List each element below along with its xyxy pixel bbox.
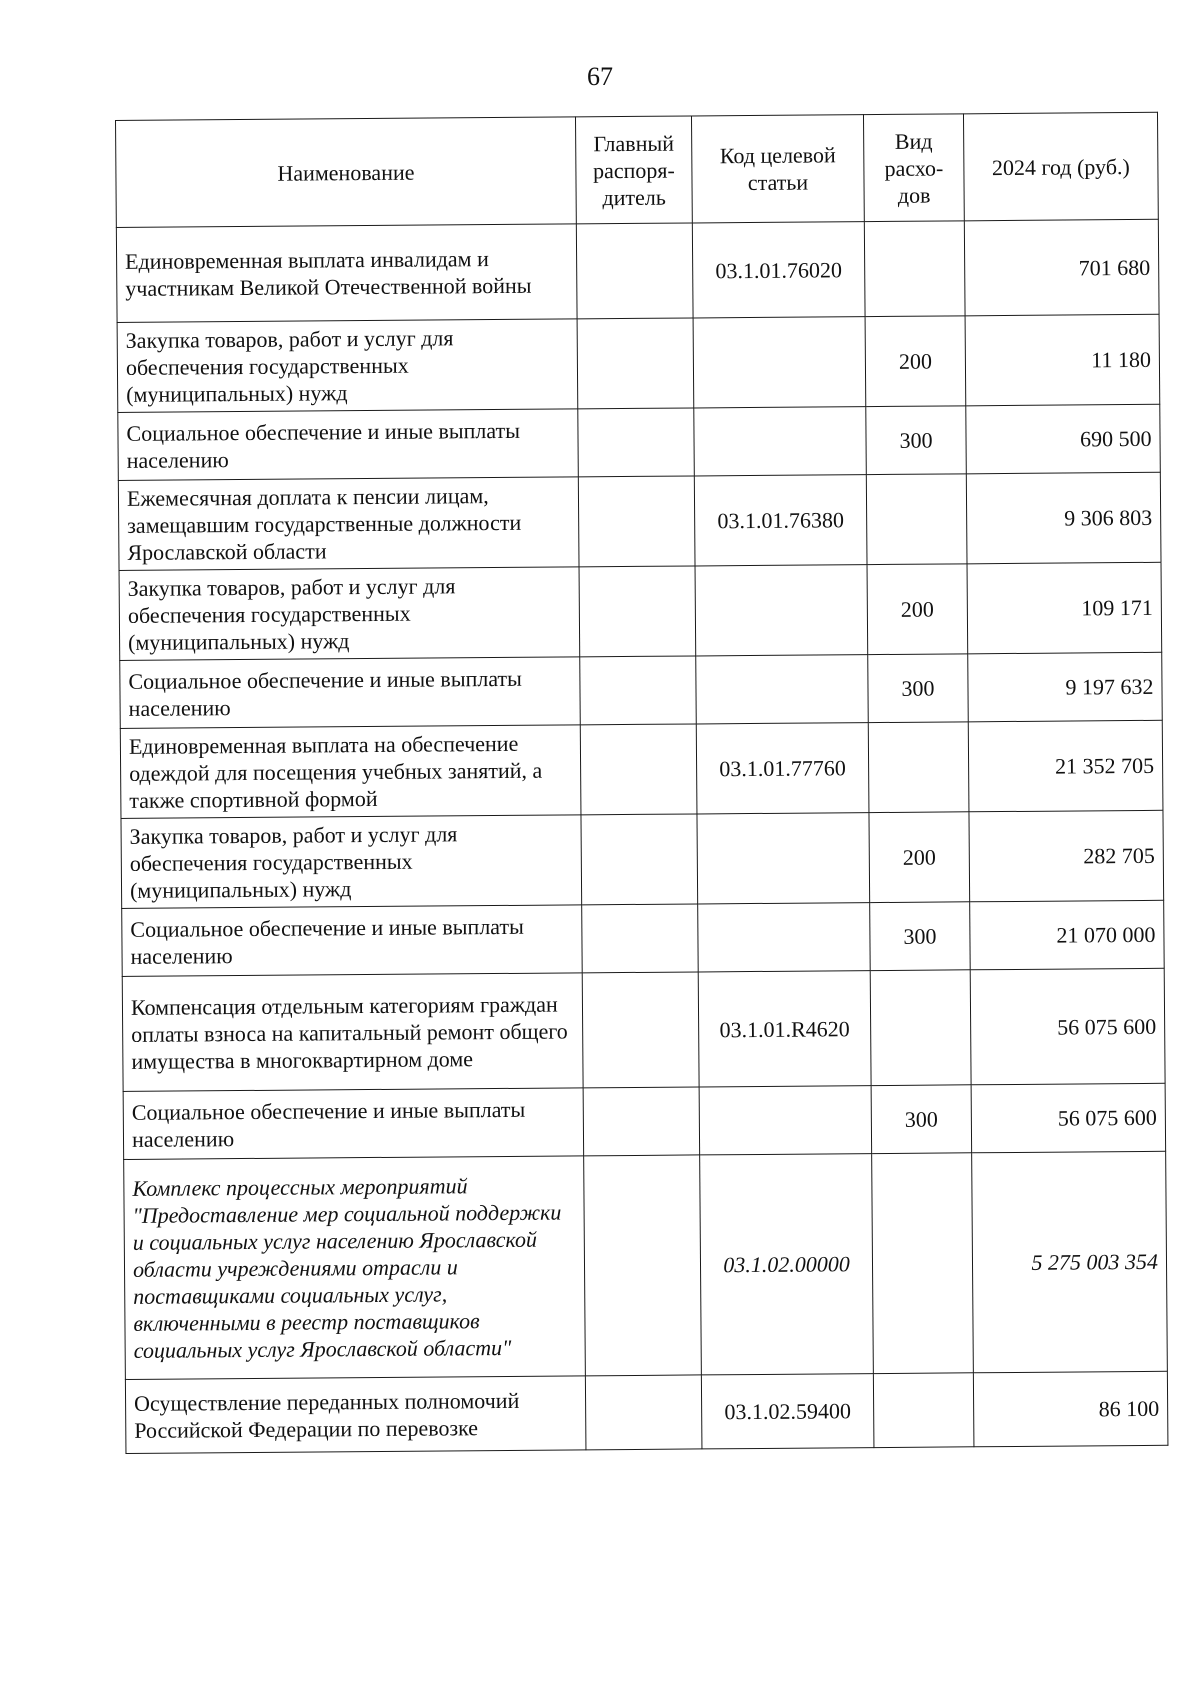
table-row [120,720,1163,818]
table-row [122,900,1165,976]
cell-main-manager [582,904,699,973]
cell-target-code [696,655,869,724]
cell-expense-type: 300 [870,902,971,971]
cell-expense-type: 300 [866,406,967,475]
cell-name: Осуществление переданных полномочий Российской Федерации по перевозке [125,1376,586,1454]
cell-expense-type [866,474,967,565]
page-number: 67 [587,62,613,91]
cell-expense-type [864,221,965,317]
cell-main-manager [584,1155,702,1376]
cell-expense-type [872,1153,974,1374]
cell-target-code: 03.1.02.00000 [700,1154,874,1375]
cell-amount: 86 100 [973,1371,1168,1447]
cell-name: Социальное обеспечение и иные выплаты населению [122,905,583,977]
table-row [118,404,1161,480]
cell-name: Социальное обеспечение и иные выплаты населению [123,1088,584,1160]
cell-expense-type: 200 [865,316,966,407]
cell-name: Компенсация отдельным категориям граждан оплаты взноса на капитальный ремонт общего имущества в многоквартирном доме [122,973,583,1092]
cell-amount: 5 275 003 354 [972,1151,1168,1373]
table-row [125,1371,1168,1453]
cell-name: Социальное обеспечение и иные выплаты населению [118,409,579,481]
table-body [116,219,1168,1453]
cell-main-manager [579,566,696,657]
cell-main-manager [582,972,699,1088]
cell-amount: 9 197 632 [968,652,1163,722]
cell-target-code: 03.1.02.59400 [701,1374,874,1449]
cell-target-code [699,1086,872,1155]
cell-expense-type: 200 [869,812,970,903]
cell-name: Социальное обеспечение и иные выплаты населению [120,657,581,729]
header-target-code: Код целевой статьи [691,115,864,223]
cell-name: Закупка товаров, работ и услуг для обеспечения государственных (муниципальных) нужд [119,567,580,661]
cell-amount: 21 070 000 [970,900,1165,970]
cell-main-manager [583,1087,700,1156]
table-row [122,968,1165,1091]
table-row [120,652,1163,728]
cell-target-code [697,813,870,904]
table-row [117,314,1160,412]
cell-target-code: 03.1.01.76380 [694,475,867,566]
cell-target-code [694,407,867,476]
cell-expense-type [870,970,971,1086]
table-row [116,219,1159,322]
cell-name: Закупка товаров, работ и услуг для обеспечения государственных (муниципальных) нужд [121,815,582,909]
cell-expense-type: 300 [868,654,969,723]
cell-name: Единовременная выплата на обеспечение одеждой для посещения учебных занятий, а также спортивной формой [120,725,581,819]
cell-main-manager [577,318,694,409]
cell-amount: 9 306 803 [966,472,1161,564]
cell-amount: 56 075 600 [971,1083,1166,1153]
cell-main-manager [578,408,695,477]
cell-expense-type [873,1373,974,1448]
cell-amount: 701 680 [964,219,1159,316]
table-row [118,472,1161,570]
cell-main-manager [580,656,697,725]
cell-name: Комплекс процессных мероприятий "Предоставление мер социальной поддержки и социальных услуг населению Ярославской области учреждениями отрасли и поставщиками социальных услуг, включенными в реестр поставщиков социальных услуг Ярославской области" [124,1156,586,1380]
cell-amount: 56 075 600 [970,968,1165,1085]
budget-table [115,112,1168,1454]
cell-amount: 11 180 [965,314,1160,406]
header-name: Наименование [116,117,577,228]
cell-expense-type: 300 [871,1085,972,1154]
cell-main-manager [580,724,697,815]
cell-target-code [698,903,871,972]
table-row [124,1151,1168,1379]
cell-amount: 282 705 [969,810,1164,902]
cell-expense-type: 200 [867,564,968,655]
cell-target-code: 03.1.01.76020 [692,222,865,318]
cell-main-manager [578,476,695,567]
header-main-manager: Главный распоря-дитель [575,116,692,224]
cell-target-code [693,317,866,408]
cell-name: Ежемесячная доплата к пенсии лицам, замещавшим государственные должности Ярославской области [118,477,579,571]
table-row [121,810,1164,908]
table-row [119,562,1162,660]
header-expense-type: Вид расхо-дов [863,114,964,222]
cell-target-code [695,565,868,656]
cell-main-manager [576,223,693,319]
table-row [123,1083,1166,1159]
cell-expense-type [868,722,969,813]
cell-target-code: 03.1.01.R4620 [698,971,871,1087]
cell-main-manager [585,1375,702,1450]
cell-amount: 690 500 [966,404,1161,474]
header-amount-2024: 2024 год (руб.) [963,112,1158,221]
budget-table-container [115,112,1167,1454]
table-header-row [116,112,1159,227]
cell-amount: 109 171 [967,562,1162,654]
cell-amount: 21 352 705 [968,720,1163,812]
cell-main-manager [581,814,698,905]
cell-name: Закупка товаров, работ и услуг для обеспечения государственных (муниципальных) нужд [117,319,578,413]
cell-target-code: 03.1.01.77760 [696,723,869,814]
cell-name: Единовременная выплата инвалидам и участникам Великой Отечественной войны [116,224,577,323]
